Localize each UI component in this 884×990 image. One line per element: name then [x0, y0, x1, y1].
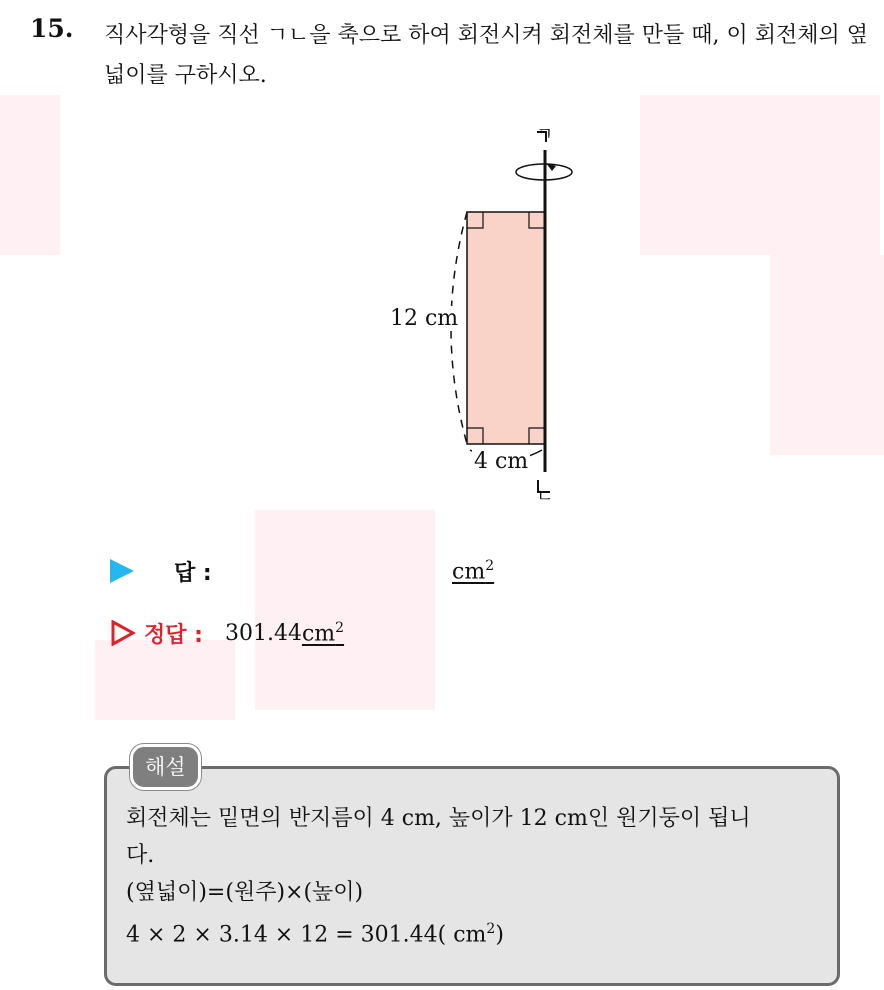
solution-line: (옆넓이)=(원주)×(높이)	[126, 880, 364, 905]
question-number: 15.	[30, 14, 74, 43]
solution-line: 회전체는 밑면의 반지름이 4 cm, 높이가 12 cm인 원기둥이 됩니	[126, 806, 751, 831]
solution-line: 4 × 2 × 3.14 × 12 = 301.44( $cm^2$)	[126, 921, 504, 948]
rotation-figure	[380, 120, 580, 510]
correct-answer-row	[110, 616, 344, 650]
correct-answer-label: 정답 :	[144, 622, 203, 648]
solution-line: 다.	[126, 843, 155, 868]
solution-tab: 해설	[130, 744, 201, 790]
height-label: 12 cm	[390, 306, 459, 331]
rectangle	[467, 212, 545, 444]
question-text: 직사각형을 직선 ㄱㄴ을 축으로 하여 회전시켜 회전체를 만들 때, 이 회전체의 옆넓이를 구하시오.	[104, 23, 868, 88]
solution-text	[126, 800, 826, 953]
outline-triangle-icon	[110, 620, 136, 646]
axis-bottom-label: ㄴ	[536, 486, 554, 507]
axis-top-label: ㄱ	[536, 124, 554, 145]
answer-label: 답 :	[174, 560, 212, 586]
play-triangle-icon	[110, 559, 134, 583]
answer-blank-unit[interactable]: $cm^2$	[452, 558, 495, 585]
width-label: 4 cm	[474, 449, 529, 474]
correct-answer-value: 301.44	[224, 620, 302, 646]
correct-answer-unit: $cm^2$	[301, 619, 345, 647]
answer-row	[110, 554, 212, 588]
